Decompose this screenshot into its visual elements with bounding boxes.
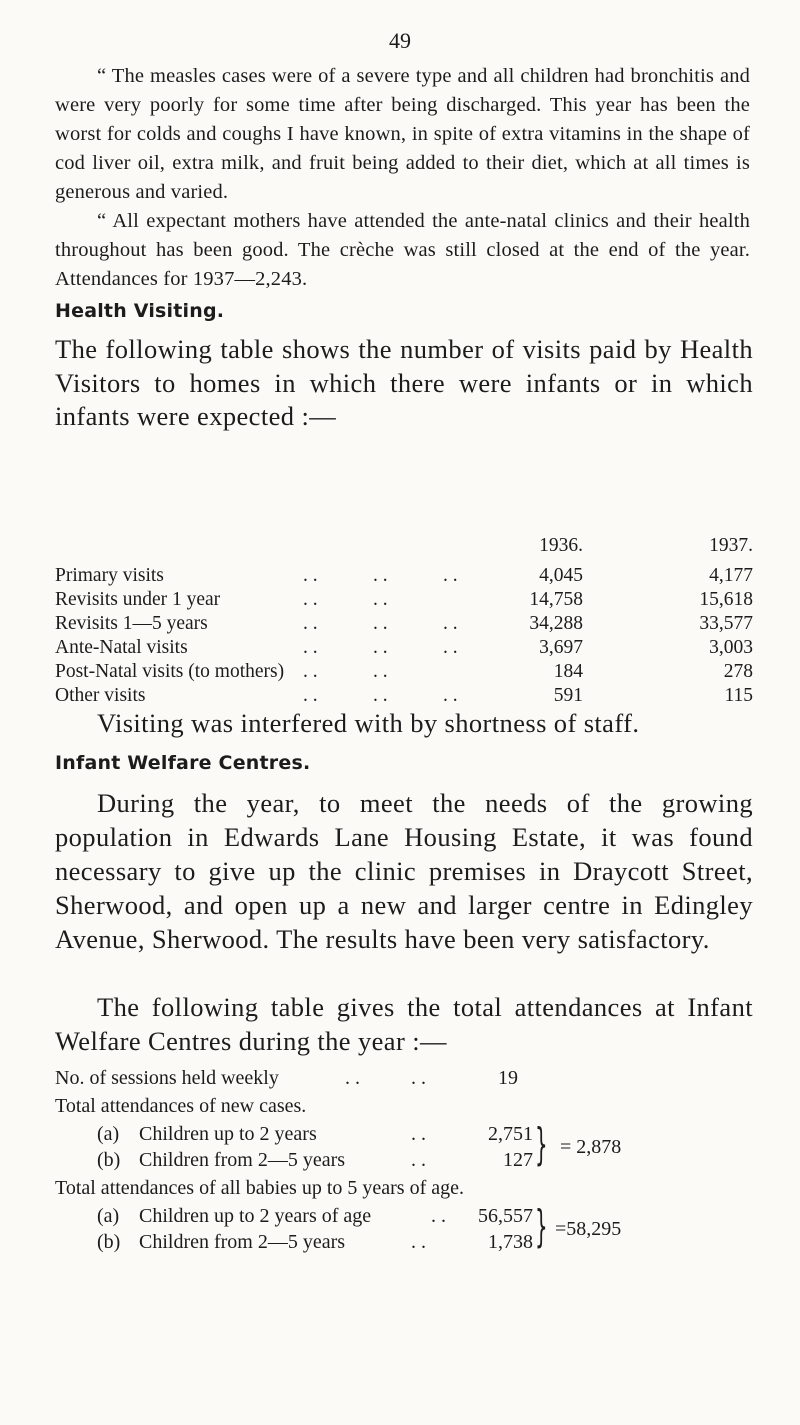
closing-brace-icon: } <box>535 1119 548 1170</box>
value-1937: 115 <box>724 685 753 706</box>
table-row <box>55 613 753 637</box>
new-case-b-mark: (b) <box>97 1149 121 1171</box>
row-label: Revisits 1—5 years <box>55 613 208 634</box>
attendances-table <box>55 1065 755 1405</box>
row-dots-1: . . <box>303 661 318 682</box>
attendances-intro: The following table gives the total attendances at Infant Welfare Centres during the year :— <box>55 992 753 1056</box>
row-dots-2: . . <box>373 613 388 634</box>
row-label: Post-Natal visits (to mothers) <box>55 661 285 682</box>
new-case-b-value: 127 <box>503 1149 533 1171</box>
column-header-1936: 1936. <box>539 535 583 556</box>
quote-paragraph-expectant-mothers: “ All expectant mothers have attended the ante-natal clinics and their health throughout has been good. The crèche was still closed at the end of the year. Attendances for 1937—2,243. <box>55 210 750 290</box>
value-1937: 278 <box>723 661 753 682</box>
value-1937: 15,618 <box>699 589 753 610</box>
quote-paragraph-measles: “ The measles cases were of a severe type and all children had bronchitis and were very poorly for some time after being discharged. This year has been the worst for colds and coughs I have known, in spite of extra vitamins in the shape of cod liver oil, extra milk, and fruit being added to their diet, which at all times is generous and varied. <box>55 65 750 203</box>
table-row <box>55 661 753 685</box>
row-dots-3: . . <box>443 613 458 634</box>
row-dots-2: . . <box>373 661 388 682</box>
visits-table-header <box>55 535 753 565</box>
value-1936: 3,697 <box>539 637 583 658</box>
heading-health-visiting: Health Visiting. <box>55 300 225 322</box>
closing-brace-icon: } <box>535 1201 548 1252</box>
health-visiting-footnote: Visiting was interfered with by shortness of staff. <box>97 708 640 738</box>
row-label: Revisits under 1 year <box>55 589 221 610</box>
new-case-a-value: 2,751 <box>488 1123 533 1145</box>
new-case-a-label: Children up to 2 years <box>139 1123 317 1145</box>
value-1937: 3,003 <box>709 637 753 658</box>
visits-table <box>55 535 753 709</box>
all-babies-b-value: 1,738 <box>488 1231 533 1253</box>
all-babies-a-value: 56,557 <box>478 1205 533 1227</box>
row-dots-2: . . <box>373 589 388 610</box>
all-babies-total: =58,295 <box>555 1218 622 1240</box>
row-dots-1: . . <box>303 637 318 658</box>
heading-infant-welfare-centres: Infant Welfare Centres. <box>55 752 311 774</box>
row-dots-2: . . <box>373 565 388 586</box>
row-dots-3: . . <box>443 685 458 706</box>
all-babies-a-mark: (a) <box>97 1205 120 1227</box>
table-row <box>55 589 753 613</box>
row-dots-2: . . <box>373 685 388 706</box>
table-row <box>55 565 753 589</box>
sessions-value: 19 <box>498 1067 518 1089</box>
sessions-dots-1: . . <box>345 1067 360 1089</box>
page-number: 49 <box>389 28 411 53</box>
row-label: Primary visits <box>55 565 164 586</box>
value-1936: 34,288 <box>529 613 583 634</box>
row-dots-2: . . <box>373 637 388 658</box>
value-1936: 591 <box>553 685 583 706</box>
value-1937: 33,577 <box>699 613 753 634</box>
all-babies-a-dots: . . <box>431 1205 446 1227</box>
table-row <box>55 685 753 709</box>
row-dots-1: . . <box>303 685 318 706</box>
sessions-label: No. of sessions held weekly <box>55 1067 279 1089</box>
value-1937: 4,177 <box>709 565 753 586</box>
infant-welfare-paragraph: During the year, to meet the needs of the growing population in Edwards Lane Housing Estate, it was found necessary to give up the clinic premises in Draycott Street, Sherwood, and open up a new and larger centre in Edingley Avenue, Sherwood. The results have been very satisfactory. <box>55 788 753 954</box>
value-1936: 4,045 <box>539 565 583 586</box>
row-dots-1: . . <box>303 589 318 610</box>
all-babies-b-dots: . . <box>411 1231 426 1253</box>
column-header-1937: 1937. <box>709 535 753 556</box>
sessions-dots-2: . . <box>411 1067 426 1089</box>
row-label: Ante-Natal visits <box>55 637 188 658</box>
row-dots-3: . . <box>443 565 458 586</box>
row-dots-1: . . <box>303 613 318 634</box>
new-cases-label: Total attendances of new cases. <box>55 1095 307 1117</box>
all-babies-b-label: Children from 2—5 years <box>139 1231 346 1253</box>
row-dots-3: . . <box>443 637 458 658</box>
row-dots-1: . . <box>303 565 318 586</box>
new-case-a-mark: (a) <box>97 1123 120 1145</box>
new-case-a-dots: . . <box>411 1123 426 1145</box>
value-1936: 14,758 <box>529 589 583 610</box>
value-1936: 184 <box>553 661 583 682</box>
new-case-b-dots: . . <box>411 1149 426 1171</box>
new-cases-total: = 2,878 <box>560 1136 622 1158</box>
all-babies-b-mark: (b) <box>97 1231 121 1253</box>
row-label: Other visits <box>55 685 146 706</box>
all-babies-a-label: Children up to 2 years of age <box>139 1205 372 1227</box>
health-visiting-intro: The following table shows the number of visits paid by Health Visitors to homes in which there were infants or in which infants were expected :— <box>55 334 753 431</box>
all-babies-label: Total attendances of all babies up to 5 years of age. <box>55 1177 465 1199</box>
table-row <box>55 637 753 661</box>
new-case-b-label: Children from 2—5 years <box>139 1149 346 1171</box>
